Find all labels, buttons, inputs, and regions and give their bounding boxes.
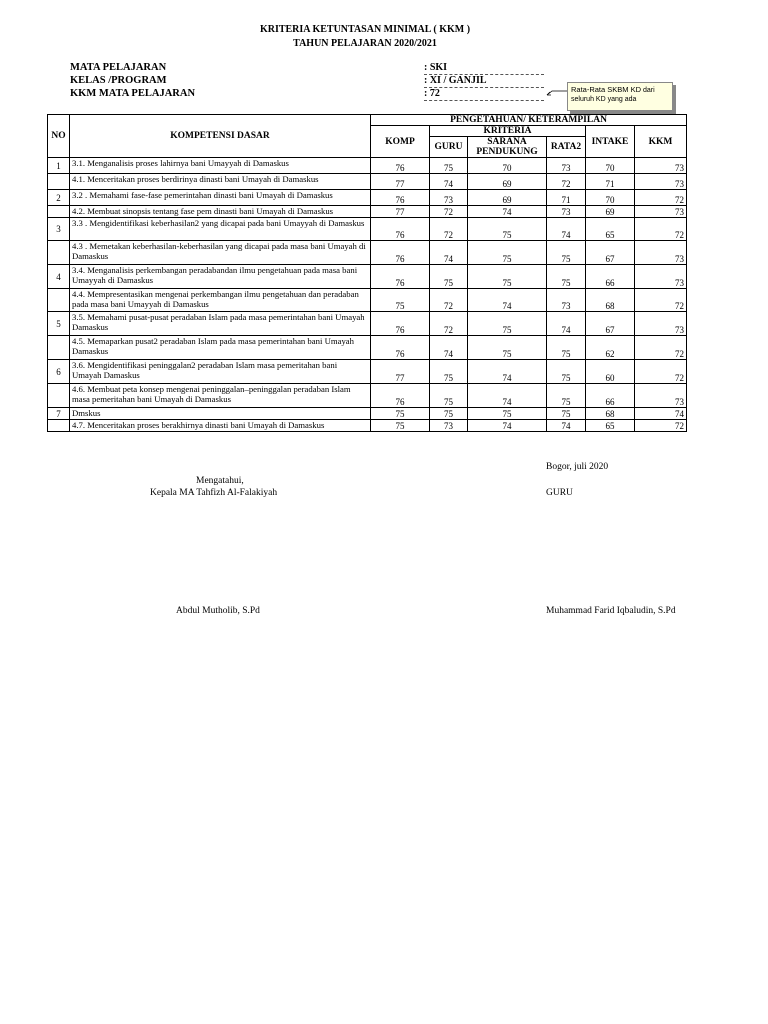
document-title: KRITERIA KETUNTASAN MINIMAL ( KKM ) [259, 24, 471, 35]
row-intake: 66 [586, 265, 635, 289]
row-kompetensi-dasar: 3.1. Menganalisis proses lahirnya bani Umayyah di Damaskus [70, 158, 371, 174]
row-intake: 70 [586, 190, 635, 206]
row-kkm: 72 [635, 218, 687, 241]
row-kompetensi-dasar: 4.2. Membuat sinopsis tentang fase pem dinasti bani Umayah di Damaskus [70, 206, 371, 218]
row-rata: 72 [547, 174, 586, 190]
document-subtitle: TAHUN PELAJARAN 2020/2021 [293, 38, 437, 49]
header-rata: RATA2 [547, 137, 586, 158]
table-row [48, 218, 687, 241]
row-intake: 70 [586, 158, 635, 174]
row-kkm: 73 [635, 174, 687, 190]
row-komp: 76 [371, 312, 430, 336]
header-sarana: SARANA PENDUKUNG [468, 137, 547, 158]
header-kriteria: KRITERIA [430, 126, 586, 137]
row-sarana: 75 [468, 312, 547, 336]
row-kkm: 73 [635, 312, 687, 336]
row-rata: 75 [547, 408, 586, 420]
row-kompetensi-dasar: 4.7. Menceritakan proses berakhirnya dinasti bani Umayah di Damaskus [70, 420, 371, 432]
row-kkm: 73 [635, 384, 687, 408]
row-no: 6 [48, 360, 70, 384]
row-komp: 77 [371, 174, 430, 190]
row-rata: 74 [547, 420, 586, 432]
row-intake: 65 [586, 420, 635, 432]
kkm-table-body [48, 158, 687, 432]
row-komp: 76 [371, 218, 430, 241]
header-no: NO [48, 115, 70, 158]
principal-name: Abdul Mutholib, S.Pd [176, 606, 260, 616]
principal-title: Kepala MA Tahfizh Al-Falakiyah [150, 488, 278, 498]
row-no [48, 420, 70, 432]
row-kkm: 72 [635, 336, 687, 360]
row-intake: 65 [586, 218, 635, 241]
row-kompetensi-dasar: 4.4. Mempresentasikan mengenai perkembangan ilmu pengetahuan dan peradaban pada masa bani Umayyah di Damaskus [70, 289, 371, 312]
row-komp: 76 [371, 158, 430, 174]
kkm-label: KKM MATA PELAJARAN [70, 88, 196, 99]
row-komp: 76 [371, 241, 430, 265]
row-kompetensi-dasar: Dmskus [70, 408, 371, 420]
row-rata: 75 [547, 336, 586, 360]
table-row [48, 336, 687, 360]
row-sarana: 74 [468, 360, 547, 384]
acknowledged-label: Mengatahui, [196, 476, 244, 486]
header-guru: GURU [430, 137, 468, 158]
row-guru: 75 [430, 158, 468, 174]
row-kompetensi-dasar: 3.4. Menganalisis perkembangan peradabandan ilmu pengetahuan pada masa bani Umayyah di Damaskus [70, 265, 371, 289]
row-kkm: 73 [635, 265, 687, 289]
row-kompetensi-dasar: 3.3 . Mengidentifikasi keberhasilan2 yang dicapai pada bani Umayyah di Damaskus [70, 218, 371, 241]
row-rata: 73 [547, 158, 586, 174]
row-sarana: 69 [468, 174, 547, 190]
row-guru: 73 [430, 420, 468, 432]
row-intake: 62 [586, 336, 635, 360]
row-guru: 73 [430, 190, 468, 206]
row-guru: 75 [430, 265, 468, 289]
row-kkm: 72 [635, 420, 687, 432]
row-rata: 75 [547, 384, 586, 408]
comment-note-text: dari seluruh KD yang ada [571, 87, 655, 103]
row-komp: 76 [371, 384, 430, 408]
row-sarana: 69 [468, 190, 547, 206]
table-row [48, 360, 687, 384]
header-intake: INTAKE [586, 126, 635, 158]
row-kompetensi-dasar: 4.1. Menceritakan proses berdirinya dinasti bani Umayah di Damaskus [70, 174, 371, 190]
row-komp: 75 [371, 420, 430, 432]
row-rata: 74 [547, 218, 586, 241]
row-intake: 68 [586, 289, 635, 312]
row-intake: 71 [586, 174, 635, 190]
table-row [48, 174, 687, 190]
row-rata: 75 [547, 241, 586, 265]
place-date: Bogor, juli 2020 [546, 462, 609, 472]
row-rata: 73 [547, 289, 586, 312]
row-kompetensi-dasar: 4.3 . Memetakan keberhasilan-keberhasilan yang dicapai pada masa bani Umayah di Damaskus [70, 241, 371, 265]
row-intake: 67 [586, 241, 635, 265]
row-no: 2 [48, 190, 70, 206]
teacher-name: Muhammad Farid Iqbaludin, S.Pd [546, 606, 676, 616]
row-rata: 71 [547, 190, 586, 206]
row-kompetensi-dasar: 4.6. Membuat peta konsep mengenai peninggalan–peninggalan peradaban Islam masa pemeritahan bani Umayah di Damaskus [70, 384, 371, 408]
header-kkm: KKM [635, 126, 687, 158]
row-kkm: 73 [635, 241, 687, 265]
row-kkm: 72 [635, 360, 687, 384]
row-intake: 69 [586, 206, 635, 218]
row-komp: 76 [371, 265, 430, 289]
teacher-title: GURU [546, 488, 573, 498]
comment-note-strong: Rata-Rata SKBM KD [571, 85, 642, 94]
row-kkm: 73 [635, 206, 687, 218]
class-value: : XI / GANJIL [424, 75, 544, 88]
row-sarana: 74 [468, 384, 547, 408]
row-kompetensi-dasar: 3.6. Mengidentifikasi peninggalan2 peradaban Islam masa pemeritahan bani Umayah Damaskus [70, 360, 371, 384]
row-no [48, 336, 70, 360]
comment-arrow-icon [544, 88, 568, 98]
row-kompetensi-dasar: 4.5. Memaparkan pusat2 peradaban Islam pada masa pemerintahan bani Umayah Damaskus [70, 336, 371, 360]
kkm-value: : 72 [424, 88, 544, 101]
row-guru: 75 [430, 360, 468, 384]
header-komp: KOMP [371, 126, 430, 158]
row-guru: 75 [430, 408, 468, 420]
row-guru: 74 [430, 336, 468, 360]
row-no: 3 [48, 218, 70, 241]
row-guru: 74 [430, 241, 468, 265]
table-row [48, 190, 687, 206]
row-sarana: 75 [468, 265, 547, 289]
row-intake: 66 [586, 384, 635, 408]
subject-label: MATA PELAJARAN [70, 62, 167, 73]
row-rata: 75 [547, 360, 586, 384]
row-komp: 77 [371, 206, 430, 218]
row-kompetensi-dasar: 3.5. Memahami pusat-pusat peradaban Islam pada masa pemerintahan bani Umayah Damaskus [70, 312, 371, 336]
row-sarana: 70 [468, 158, 547, 174]
row-kkm: 72 [635, 190, 687, 206]
row-no [48, 241, 70, 265]
table-row [48, 312, 687, 336]
row-guru: 72 [430, 312, 468, 336]
row-kkm: 73 [635, 158, 687, 174]
row-komp: 77 [371, 360, 430, 384]
table-row [48, 158, 687, 174]
row-komp: 76 [371, 336, 430, 360]
row-no: 4 [48, 265, 70, 289]
row-rata: 73 [547, 206, 586, 218]
row-kkm: 72 [635, 289, 687, 312]
row-guru: 74 [430, 174, 468, 190]
row-guru: 75 [430, 384, 468, 408]
row-kkm: 74 [635, 408, 687, 420]
row-sarana: 74 [468, 289, 547, 312]
header-kompetensi-dasar: KOMPETENSI DASAR [70, 115, 371, 158]
row-sarana: 75 [468, 336, 547, 360]
table-row [48, 206, 687, 218]
row-intake: 67 [586, 312, 635, 336]
row-no [48, 384, 70, 408]
kkm-table [47, 114, 687, 432]
comment-note[interactable] [567, 82, 673, 111]
table-row [48, 265, 687, 289]
class-label: KELAS /PROGRAM [70, 75, 167, 86]
row-sarana: 75 [468, 241, 547, 265]
row-komp: 75 [371, 289, 430, 312]
row-no: 7 [48, 408, 70, 420]
table-row [48, 384, 687, 408]
table-row [48, 408, 687, 420]
row-no: 1 [48, 158, 70, 174]
row-sarana: 75 [468, 218, 547, 241]
row-no [48, 174, 70, 190]
row-kompetensi-dasar: 3.2 . Memahami fase-fase pemerintahan dinasti bani Umayah di Damaskus [70, 190, 371, 206]
table-row [48, 289, 687, 312]
row-no [48, 206, 70, 218]
row-no: 5 [48, 312, 70, 336]
row-guru: 72 [430, 218, 468, 241]
row-komp: 75 [371, 408, 430, 420]
table-row [48, 241, 687, 265]
row-sarana: 75 [468, 408, 547, 420]
row-intake: 68 [586, 408, 635, 420]
row-guru: 72 [430, 289, 468, 312]
row-sarana: 74 [468, 420, 547, 432]
header-group: PENGETAHUAN/ KETERAMPILAN [371, 115, 687, 126]
row-sarana: 74 [468, 206, 547, 218]
subject-value: : SKI [424, 62, 544, 75]
row-komp: 76 [371, 190, 430, 206]
row-rata: 75 [547, 265, 586, 289]
row-guru: 72 [430, 206, 468, 218]
row-no [48, 289, 70, 312]
row-intake: 60 [586, 360, 635, 384]
row-rata: 74 [547, 312, 586, 336]
table-row [48, 420, 687, 432]
